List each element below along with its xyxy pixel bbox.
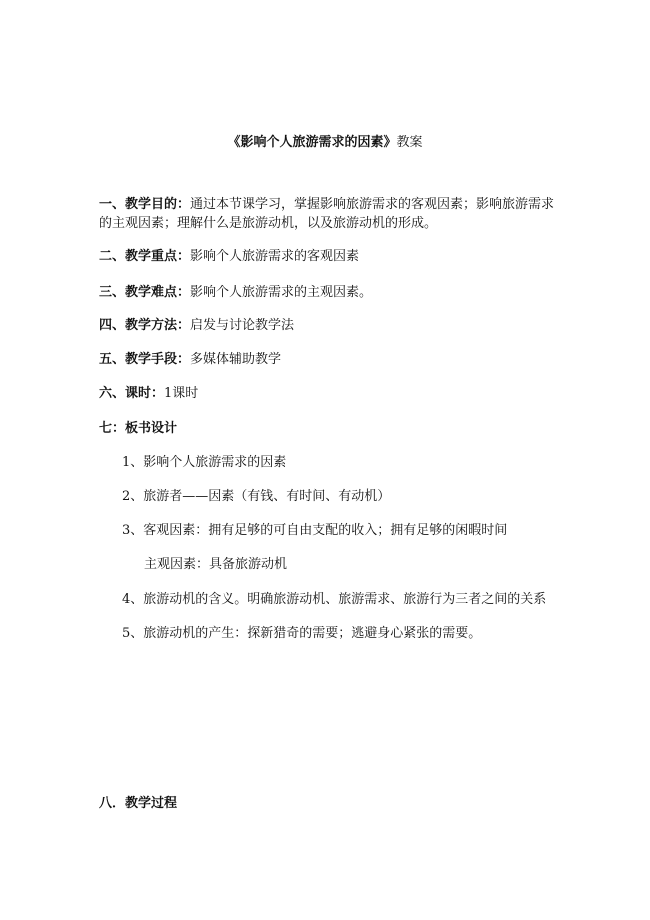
section-difficulty bbox=[99, 283, 372, 302]
board-item: 4、旅游动机的含义。明确旅游动机、旅游需求、旅游行为三者之间的关系 bbox=[122, 592, 547, 607]
board-item: 主观因素：具备旅游动机 bbox=[144, 557, 288, 572]
section-text: 启发与讨论教学法 bbox=[190, 318, 295, 333]
board-item: 1、影响个人旅游需求的因素 bbox=[122, 455, 287, 470]
section-text: 影响个人旅游需求的主观因素。 bbox=[190, 285, 373, 300]
section-key-point bbox=[99, 247, 359, 266]
section-class-hours bbox=[99, 384, 198, 403]
section-means bbox=[99, 350, 281, 369]
title-main: 《影响个人旅游需求的因素》 bbox=[227, 135, 397, 150]
section-method bbox=[99, 316, 294, 335]
board-item: 5、旅游动机的产生：探新猎奇的需要；逃避身心紧张的需要。 bbox=[122, 626, 482, 641]
section-label: 六、课时： bbox=[99, 386, 165, 401]
section-label: 二、教学重点： bbox=[99, 249, 191, 264]
section-label: 三、教学难点： bbox=[99, 285, 191, 300]
section-board-design bbox=[99, 419, 177, 438]
section-text: 1课时 bbox=[164, 386, 199, 401]
board-item: 2、旅游者——因素（有钱、有时间、有动机） bbox=[122, 489, 391, 504]
title-suffix: 教案 bbox=[396, 135, 423, 150]
section-text: 影响个人旅游需求的客观因素 bbox=[190, 249, 360, 264]
document-title bbox=[0, 131, 650, 150]
section-label: 一、教学目的： bbox=[99, 197, 191, 212]
section-text: 多媒体辅助教学 bbox=[190, 352, 282, 367]
section-label: 五、教学手段： bbox=[99, 352, 191, 367]
section-teaching-process: 八．教学过程 bbox=[99, 796, 178, 811]
section-label: 四、教学方法： bbox=[99, 318, 191, 333]
section-teaching-goal bbox=[99, 195, 559, 233]
section-text: 通过本节课学习，掌握影响旅游需求的客观因素；影响旅游需求的主观因素；理解什么是旅游动机，以及旅游动机的形成。 bbox=[99, 197, 555, 231]
board-item: 3、客观因素：拥有足够的可自由支配的收入；拥有足够的闲暇时间 bbox=[122, 523, 508, 538]
section-label: 七：板书设计 bbox=[99, 421, 178, 436]
